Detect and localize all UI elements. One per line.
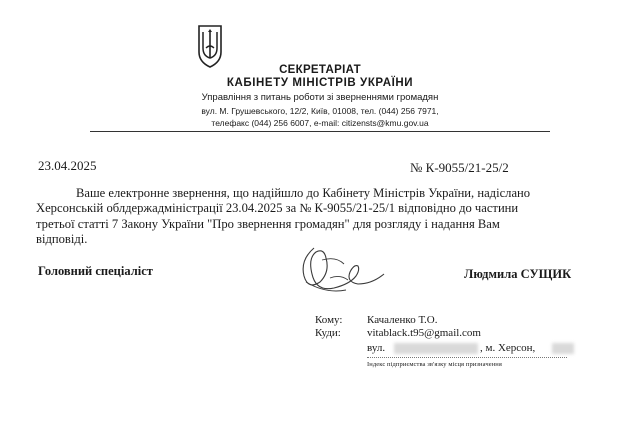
handwritten-signature (286, 238, 406, 300)
body-line: третьої статті 7 Закону України "Про звернення громадян" для розгляду і надання Вам (36, 216, 500, 231)
document-number: № К-9055/21-25/2 (410, 160, 509, 175)
signer-name: Людмила СУЩИК (464, 267, 572, 281)
redacted-street (394, 343, 478, 354)
recipient-street-prefix: вул. (367, 342, 386, 354)
recipient-city: , м. Херсон, (480, 342, 536, 354)
redacted-index (552, 343, 574, 354)
body-line: Херсонській облдержадміністрації 23.04.2025 за № К-9055/21-25/1 відповідно до частини (36, 201, 519, 216)
body-line: Ваше електронне звернення, що надійшло до Кабінету Міністрів України, надіслано (76, 186, 531, 200)
org-address: вул. М. Грушевського, 12/2, Київ, 01008, тел. (044) 256 7971, (201, 106, 439, 116)
coat-of-arms-icon (196, 20, 224, 70)
address-underline (367, 357, 567, 358)
signer-title: Головний спеціаліст (38, 264, 153, 278)
document-date: 23.04.2025 (38, 158, 97, 173)
department-name: Управління з питань роботи зі зверненнями громадян (201, 92, 439, 103)
org-contacts: телефакс (044) 256 6007, e-mail: citizensts@kmu.gov.ua (211, 118, 429, 128)
recipient-name: Качаленко Т.О. (367, 314, 438, 326)
recipient-where-label: Куди: (315, 327, 341, 339)
body-line: відповіді. (36, 232, 88, 247)
org-name-line1: СЕКРЕТАРІАТ (279, 64, 361, 76)
recipient-email: vitablack.t95@gmail.com (367, 327, 481, 339)
postal-index-note: Індекс підприємства зв'язку місця призначення (367, 361, 502, 368)
header-divider (90, 131, 550, 132)
org-name-line2: КАБІНЕТУ МІНІСТРІВ УКРАЇНИ (226, 77, 414, 89)
recipient-to-label: Кому: (315, 314, 343, 326)
